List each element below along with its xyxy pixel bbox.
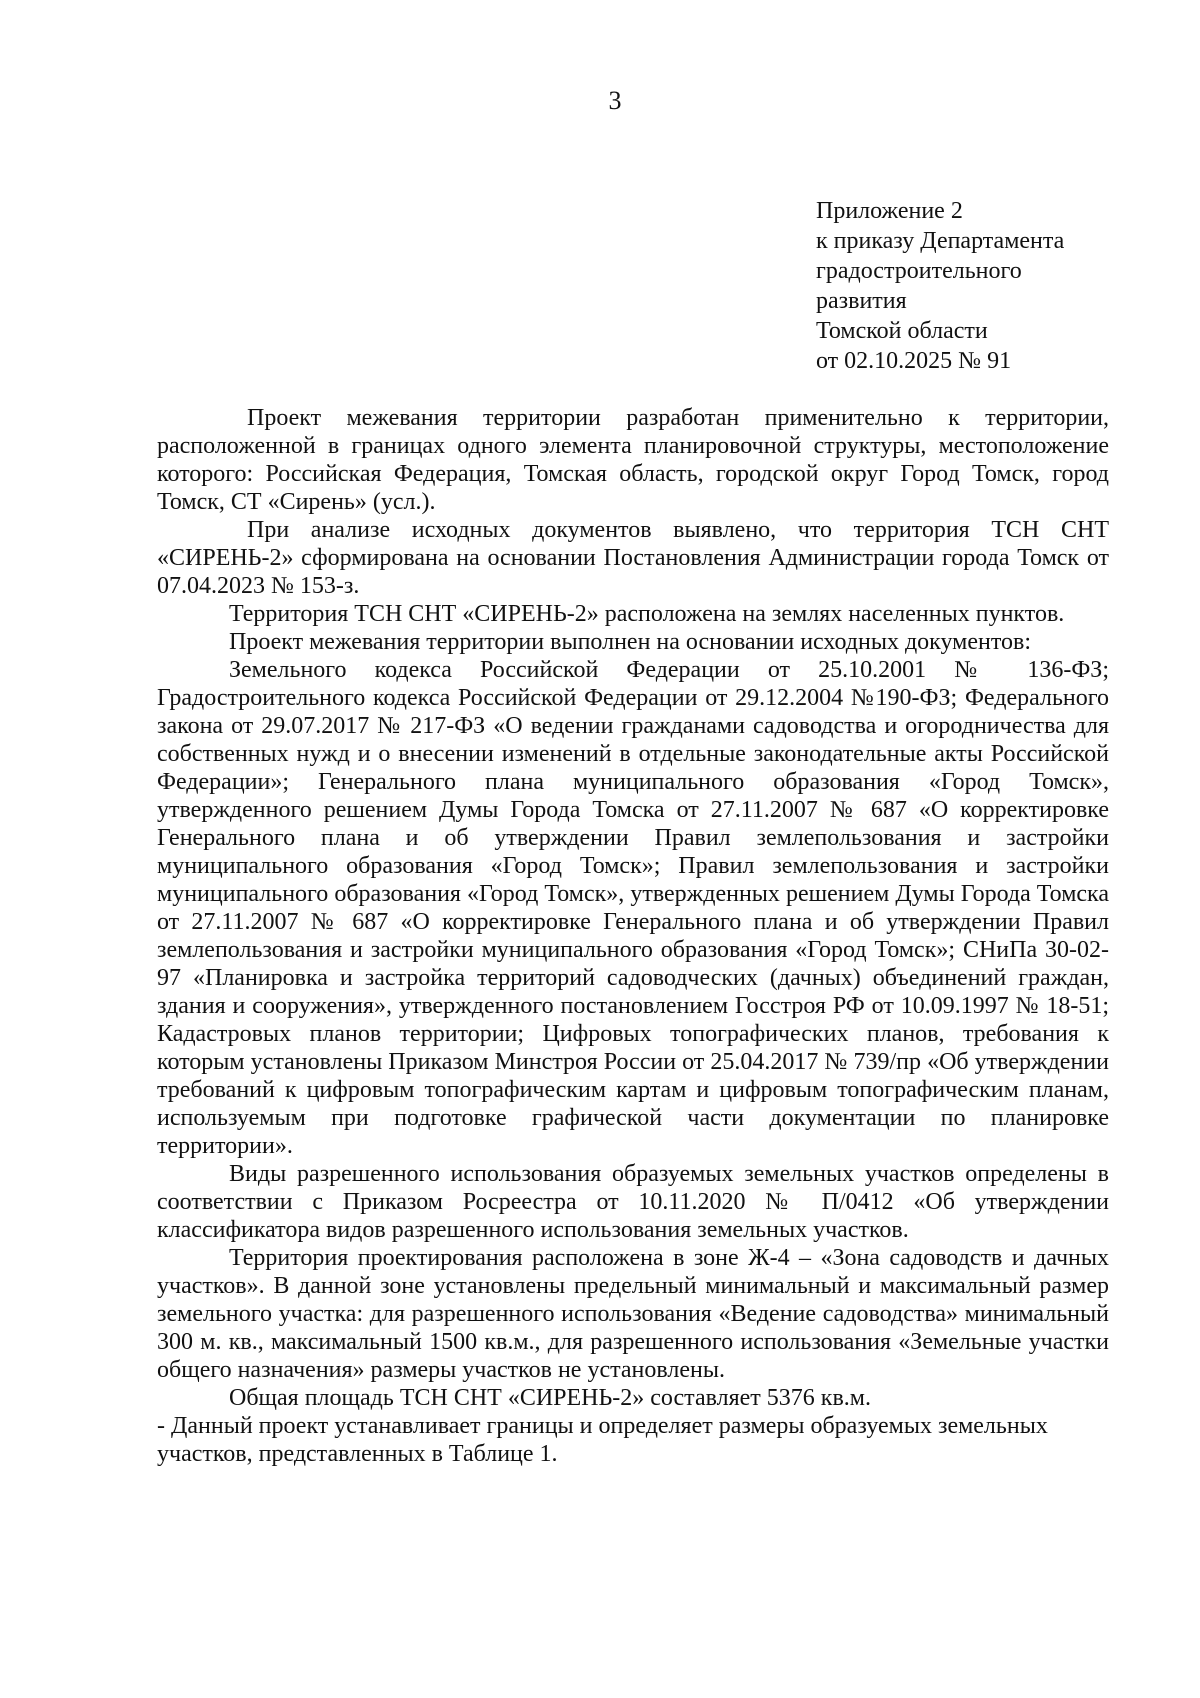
document-body: [157, 404, 1109, 1468]
paragraph: Виды разрешенного использования образуемых земельных участков определены в соответствии с Приказом Росреестра от 10.11.2020 № П/0412 «Об утверждении классификатора видов разрешенного использования земельных участков.: [157, 1161, 1109, 1243]
paragraph: При анализе исходных документов выявлено, что территория ТСН СНТ «СИРЕНЬ-2» сформирована на основании Постановления Администрации города Томск от 07.04.2023 № 153-з.: [157, 517, 1109, 599]
paragraph: Земельного кодекса Российской Федерации от 25.10.2001 № 136-ФЗ; Градостроительного кодекса Российской Федерации от 29.12.2004 №190-ФЗ; Федерального закона от 29.07.2017 № 217-ФЗ «О ведении гражданами садоводства и огородничества для собственных нужд и о внесении изменений в отдельные законодательные акты Российской Федерации»; Генерального плана муниципального образования «Город Томск», утвержденного решением Думы Города Томска от 27.11.2007 № 687 «О корректировке Генерального плана и об утверждении Правил землепользования и застройки муниципального образования «Город Томск»; Правил землепользования и застройки муниципального образования «Город Томск», утвержденных решением Думы Города Томска от 27.11.2007 № 687 «О корректировке Генерального плана и об утверждении Правил землепользования и застройки муниципального образования «Город Томск»; СНиПа 30-02-97 «Планировка и застройка территорий садоводческих (дачных) объединений граждан, здания и сооружения», утвержденного постановлением Госстроя РФ от 10.09.1997 № 18-51; Кадастровых планов территории; Цифровых топографических планов, требования к которым установлены Приказом Минстроя России от 25.04.2017 № 739/пр «Об утверждении требований к цифровым топографическим картам и цифровым топографическим планам, используемым при подготовке графической части документации по планировке территории».: [157, 657, 1109, 1159]
appendix-line: от 02.10.2025 № 91: [816, 348, 1012, 374]
paragraph: Территория проектирования расположена в зоне Ж-4 – «Зона садоводств и дачных участков». В данной зоне установлены предельный минимальный и максимальный размер земельного участка: для разрешенного использования «Ведение садоводства» минимальный 300 м. кв., максимальный 1500 кв.м., для разрешенного использования «Земельные участки общего назначения» размеры участков не установлены.: [157, 1245, 1109, 1383]
page-number: 3: [608, 86, 622, 115]
appendix-line: Приложение 2: [816, 198, 963, 224]
paragraph: - Данный проект устанавливает границы и определяет размеры образуемых земельных участков, представленных в Таблице 1.: [157, 1413, 1048, 1467]
appendix-line: Томской области: [816, 318, 988, 344]
paragraph: Территория ТСН СНТ «СИРЕНЬ-2» расположена на землях населенных пунктов.: [229, 601, 1065, 627]
appendix-line: к приказу Департамента: [816, 228, 1065, 254]
paragraph: Общая площадь ТСН СНТ «СИРЕНЬ-2» составляет 5376 кв.м.: [229, 1385, 871, 1411]
appendix-header: [816, 196, 1176, 376]
paragraph: Проект межевания территории разработан применительно к территории, расположенной в границах одного элемента планировочной структуры, местоположение которого: Российская Федерация, Томская область, городской округ Город Томск, город Томск, СТ «Сирень» (усл.).: [157, 405, 1109, 515]
paragraph: Проект межевания территории выполнен на основании исходных документов:: [229, 629, 1032, 655]
appendix-line: градостроительного: [816, 258, 1022, 284]
appendix-line: развития: [816, 288, 907, 314]
